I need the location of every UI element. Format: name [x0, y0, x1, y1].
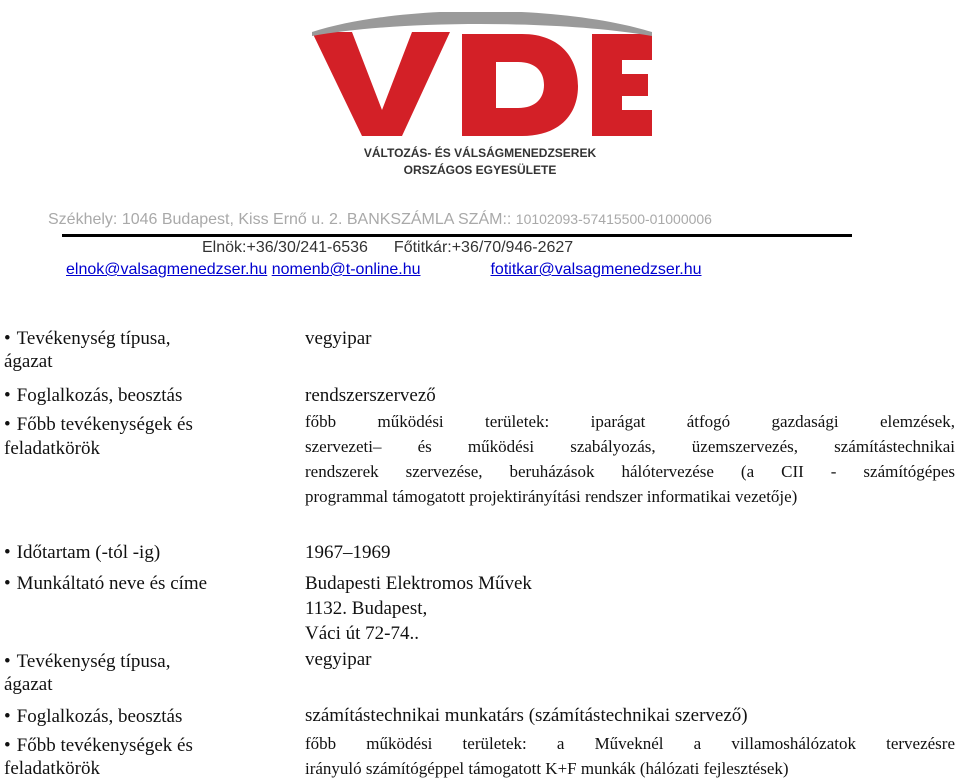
- vde-logo: [300, 12, 660, 182]
- activity-value: vegyipar: [305, 328, 372, 349]
- position-value: számítástechnikai munkatárs (számítástechnikai szervező): [305, 705, 748, 726]
- activity-label: • Tevékenység típusa,: [4, 650, 170, 673]
- tasks-paragraph: [305, 731, 955, 781]
- email-link-secretary[interactable]: fotitkar@valsagmenedzser.hu: [490, 261, 702, 278]
- tasks-label: • Főbb tevékenységek és: [4, 413, 193, 436]
- tasks-line: főbb működési területek: iparágat átfogó gazdasági elemzések,: [305, 412, 955, 431]
- position-value: rendszerszervező: [305, 385, 436, 406]
- position-label: • Foglalkozás, beosztás: [4, 384, 182, 407]
- tasks-paragraph: [305, 409, 955, 509]
- employer-city: 1132. Budapest,: [305, 598, 428, 619]
- period-label: • Időtartam (-tól -ig): [4, 541, 160, 564]
- phone-line: [202, 239, 573, 257]
- employer-name: Budapesti Elektromos Művek: [305, 573, 532, 594]
- header-divider: [62, 234, 852, 237]
- tasks-label: • Főbb tevékenységek és: [4, 734, 193, 757]
- president-phone: Elnök:+36/30/241-6536: [202, 239, 368, 256]
- logo-letters: [312, 12, 652, 136]
- tasks-label-cont: feladatkörök: [4, 758, 101, 779]
- logo-text-line2: ORSZÁGOS EGYESÜLETE: [403, 163, 557, 177]
- period-value: 1967–1969: [305, 542, 391, 563]
- tasks-line: programmal támogatott projektirányítási rendszer informatikai vezetője): [305, 487, 798, 506]
- tasks-line: szervezeti– és működési szabályozás, üzemszervezés, számítástechnikai: [305, 437, 955, 456]
- employer-street: Váci út 72-74..: [305, 623, 419, 644]
- email-line: [66, 261, 702, 279]
- activity-value: vegyipar: [305, 649, 372, 670]
- tasks-line: irányuló számítógéppel támogatott K+F munkák (hálózati fejlesztések): [305, 759, 789, 778]
- activity-label-cont: ágazat: [4, 351, 53, 372]
- activity-label: • Tevékenység típusa,: [4, 327, 170, 350]
- tasks-label-cont: feladatkörök: [4, 438, 101, 459]
- bank-account: 10102093-57415500-01000006: [515, 211, 712, 227]
- secretary-phone: Főtitkár:+36/70/946-2627: [393, 239, 574, 256]
- address-text: Székhely: 1046 Budapest, Kiss Ernő u. 2. BANKSZÁMLA SZÁM::: [48, 211, 516, 228]
- employer-label: • Munkáltató neve és címe: [4, 572, 207, 595]
- logo-text-line1: VÁLTOZÁS- ÉS VÁLSÁGMENEDZSEREK: [363, 146, 597, 160]
- tasks-line: rendszerek szervezése, beruházások hálótervezése (a CII - számítógépes: [305, 462, 955, 481]
- position-label: • Foglalkozás, beosztás: [4, 705, 182, 728]
- email-link-nomenb[interactable]: nomenb@t-online.hu: [271, 261, 421, 278]
- tasks-line: főbb működési területek: a Műveknél a villamoshálózatok tervezésre: [305, 734, 955, 753]
- email-link-president[interactable]: elnok@valsagmenedzser.hu: [66, 261, 268, 278]
- address-line: [48, 211, 712, 229]
- activity-label-cont: ágazat: [4, 674, 53, 695]
